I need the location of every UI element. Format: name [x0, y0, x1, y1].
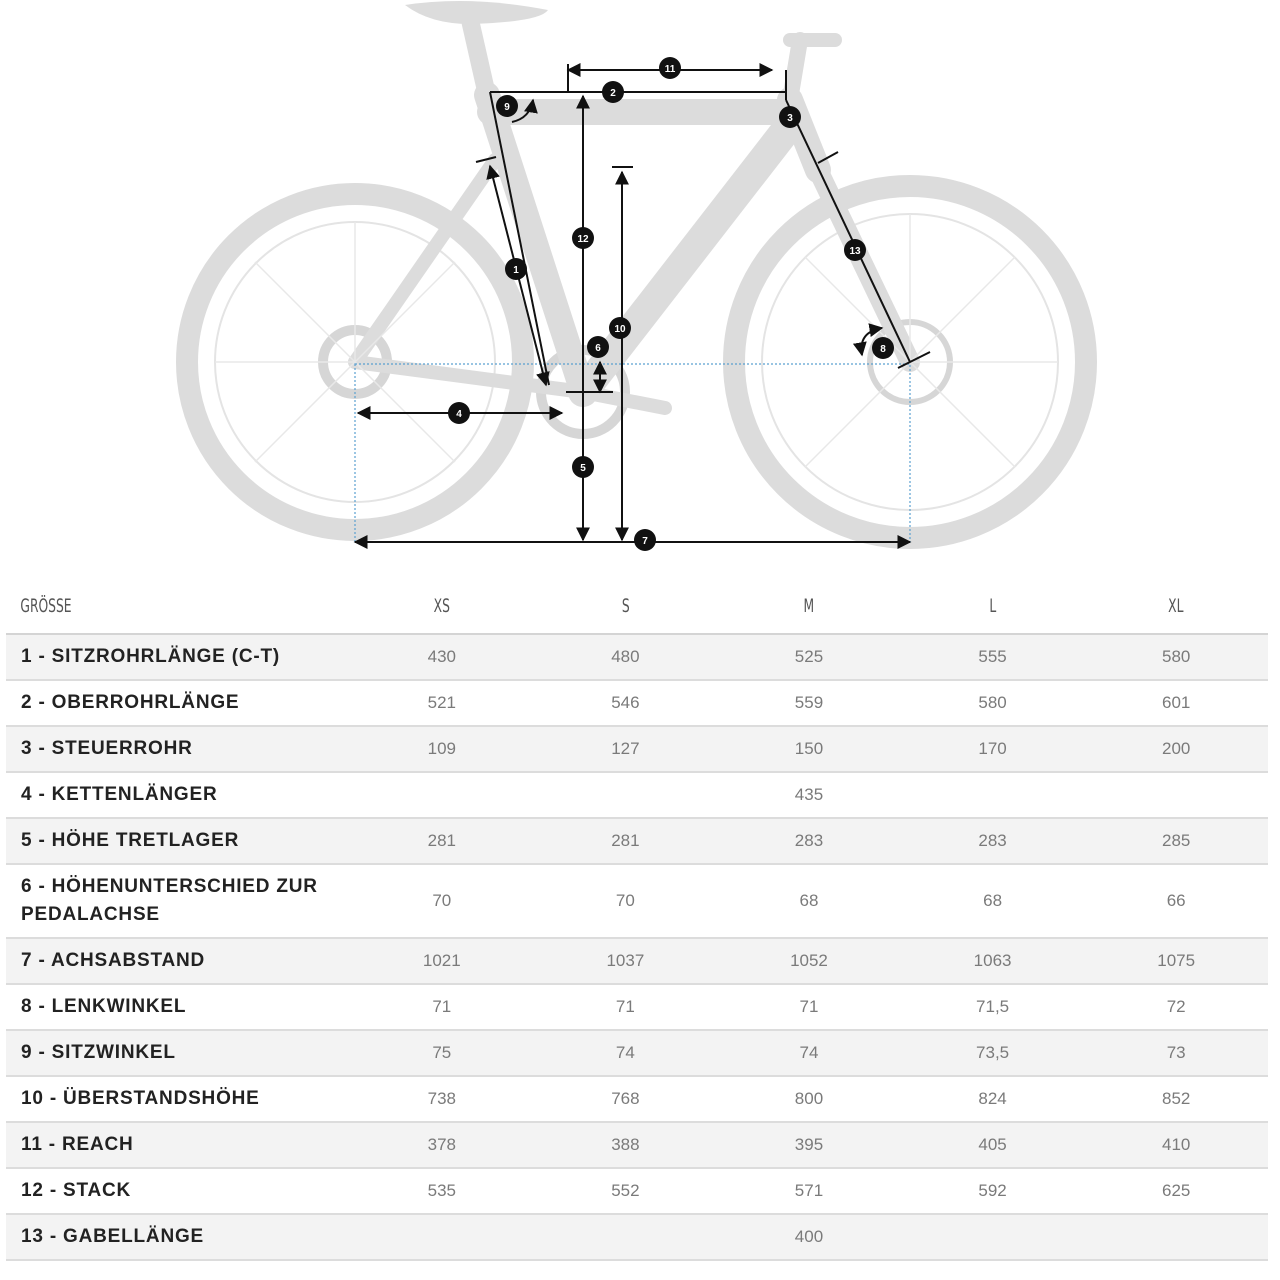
row-value-m: 435 — [717, 772, 901, 818]
row-value-l: 170 — [901, 726, 1085, 772]
row-value-l: 580 — [901, 680, 1085, 726]
bike-geometry-diagram — [0, 0, 1280, 560]
saddle — [405, 1, 548, 24]
svg-text:6: 6 — [595, 343, 601, 354]
row-value-xs: 521 — [350, 680, 534, 726]
row-value-s: 1037 — [534, 938, 718, 984]
row-value-s: 281 — [534, 818, 718, 864]
row-value-s: 127 — [534, 726, 718, 772]
svg-text:3: 3 — [787, 113, 793, 124]
row-value-m: 400 — [717, 1214, 901, 1260]
table-row — [6, 864, 1268, 938]
marker-4 — [448, 402, 470, 424]
row-value-xs: 75 — [350, 1030, 534, 1076]
marker-2 — [602, 81, 624, 103]
table-row — [6, 1214, 1268, 1260]
row-value-s: 552 — [534, 1168, 718, 1214]
crank-arm — [583, 392, 665, 408]
svg-text:9: 9 — [504, 102, 510, 113]
row-value-m: 800 — [717, 1076, 901, 1122]
row-value-xs: 70 — [350, 864, 534, 938]
row-value-l: 555 — [901, 634, 1085, 680]
marker-5 — [572, 456, 594, 478]
marker-10 — [609, 317, 631, 339]
marker-1 — [505, 258, 527, 280]
geometry-table — [6, 578, 1268, 1261]
svg-text:13: 13 — [849, 246, 861, 257]
table-row — [6, 1030, 1268, 1076]
table-row — [6, 680, 1268, 726]
row-value-m: 571 — [717, 1168, 901, 1214]
row-value-xs: 281 — [350, 818, 534, 864]
marker-12 — [572, 227, 594, 249]
row-value-s: 768 — [534, 1076, 718, 1122]
row-label: 6 - HÖHENUNTERSCHIED ZUR PEDALACHSE — [6, 864, 350, 938]
marker-9 — [496, 95, 518, 117]
row-value-l: 68 — [901, 864, 1085, 938]
row-value-l — [901, 772, 1085, 818]
table-header — [6, 578, 1268, 634]
row-value-s: 70 — [534, 864, 718, 938]
row-value-s: 74 — [534, 1030, 718, 1076]
marker-11 — [659, 57, 681, 79]
row-value-m: 74 — [717, 1030, 901, 1076]
seat-post — [470, 20, 487, 95]
marker-6 — [587, 336, 609, 358]
table-row — [6, 634, 1268, 680]
table-row — [6, 1122, 1268, 1168]
row-value-m: 559 — [717, 680, 901, 726]
row-value-xl: 852 — [1084, 1076, 1268, 1122]
row-value-xl — [1084, 772, 1268, 818]
table-row — [6, 726, 1268, 772]
row-value-xl: 625 — [1084, 1168, 1268, 1214]
row-label: 8 - LENKWINKEL — [6, 984, 350, 1030]
row-label: 3 - STEUERROHR — [6, 726, 350, 772]
row-value-xs: 535 — [350, 1168, 534, 1214]
row-value-m: 150 — [717, 726, 901, 772]
table-row — [6, 984, 1268, 1030]
row-label: 1 - SITZROHRLÄNGE (C-T) — [6, 634, 350, 680]
row-label: 13 - GABELLÄNGE — [6, 1214, 350, 1260]
size-xl-header: XL — [1110, 578, 1242, 634]
row-value-xs: 71 — [350, 984, 534, 1030]
table-row — [6, 938, 1268, 984]
table-row — [6, 1076, 1268, 1122]
row-value-m: 68 — [717, 864, 901, 938]
row-label: 11 - REACH — [6, 1122, 350, 1168]
svg-text:11: 11 — [664, 64, 676, 75]
row-value-s — [534, 1214, 718, 1260]
bike-silhouette — [187, 20, 1086, 538]
svg-text:4: 4 — [456, 409, 462, 420]
row-value-xs — [350, 772, 534, 818]
svg-text:12: 12 — [577, 234, 589, 245]
row-value-xl: 66 — [1084, 864, 1268, 938]
row-label: 10 - ÜBERSTANDSHÖHE — [6, 1076, 350, 1122]
row-value-xs — [350, 1214, 534, 1260]
seat-tube — [487, 95, 583, 392]
row-value-s: 71 — [534, 984, 718, 1030]
row-value-s: 388 — [534, 1122, 718, 1168]
marker-3 — [779, 106, 801, 128]
row-value-xs: 109 — [350, 726, 534, 772]
row-value-xs: 378 — [350, 1122, 534, 1168]
marker-8 — [872, 337, 894, 359]
row-value-xl: 73 — [1084, 1030, 1268, 1076]
row-value-l: 824 — [901, 1076, 1085, 1122]
table-row — [6, 1168, 1268, 1214]
row-value-l: 73,5 — [901, 1030, 1085, 1076]
row-value-s: 546 — [534, 680, 718, 726]
row-label: 2 - OBERROHRLÄNGE — [6, 680, 350, 726]
row-value-l: 1063 — [901, 938, 1085, 984]
size-l-header: L — [926, 578, 1058, 634]
marker-7 — [634, 529, 656, 551]
svg-text:10: 10 — [614, 324, 626, 335]
stem — [790, 40, 800, 100]
row-label: 4 - KETTENLÄNGER — [6, 772, 350, 818]
row-label: 7 - ACHSABSTAND — [6, 938, 350, 984]
svg-text:5: 5 — [580, 463, 586, 474]
row-value-xs: 1021 — [350, 938, 534, 984]
row-value-l: 283 — [901, 818, 1085, 864]
row-label: 12 - STACK — [6, 1168, 350, 1214]
svg-text:8: 8 — [880, 344, 886, 355]
svg-text:2: 2 — [610, 88, 616, 99]
row-value-m: 283 — [717, 818, 901, 864]
row-value-l: 592 — [901, 1168, 1085, 1214]
row-value-xs: 430 — [350, 634, 534, 680]
row-label: 5 - HÖHE TRETLAGER — [6, 818, 350, 864]
row-value-xl: 601 — [1084, 680, 1268, 726]
table-row — [6, 818, 1268, 864]
size-header: GRÖSSE — [6, 578, 254, 634]
row-value-xl: 200 — [1084, 726, 1268, 772]
table-row — [6, 772, 1268, 818]
svg-text:1: 1 — [513, 265, 519, 276]
size-m-header: M — [743, 578, 875, 634]
size-s-header: S — [559, 578, 691, 634]
row-value-xs: 738 — [350, 1076, 534, 1122]
row-value-xl — [1084, 1214, 1268, 1260]
row-value-l: 405 — [901, 1122, 1085, 1168]
row-value-m: 1052 — [717, 938, 901, 984]
row-label: 9 - SITZWINKEL — [6, 1030, 350, 1076]
row-value-s — [534, 772, 718, 818]
row-value-s: 480 — [534, 634, 718, 680]
svg-text:7: 7 — [642, 536, 648, 547]
row-value-xl: 1075 — [1084, 938, 1268, 984]
marker-13 — [844, 239, 866, 261]
row-value-l — [901, 1214, 1085, 1260]
row-value-xl: 580 — [1084, 634, 1268, 680]
row-value-xl: 72 — [1084, 984, 1268, 1030]
row-value-xl: 410 — [1084, 1122, 1268, 1168]
size-xs-header: XS — [376, 578, 508, 634]
row-value-m: 71 — [717, 984, 901, 1030]
row-value-m: 525 — [717, 634, 901, 680]
row-value-m: 395 — [717, 1122, 901, 1168]
row-value-l: 71,5 — [901, 984, 1085, 1030]
row-value-xl: 285 — [1084, 818, 1268, 864]
